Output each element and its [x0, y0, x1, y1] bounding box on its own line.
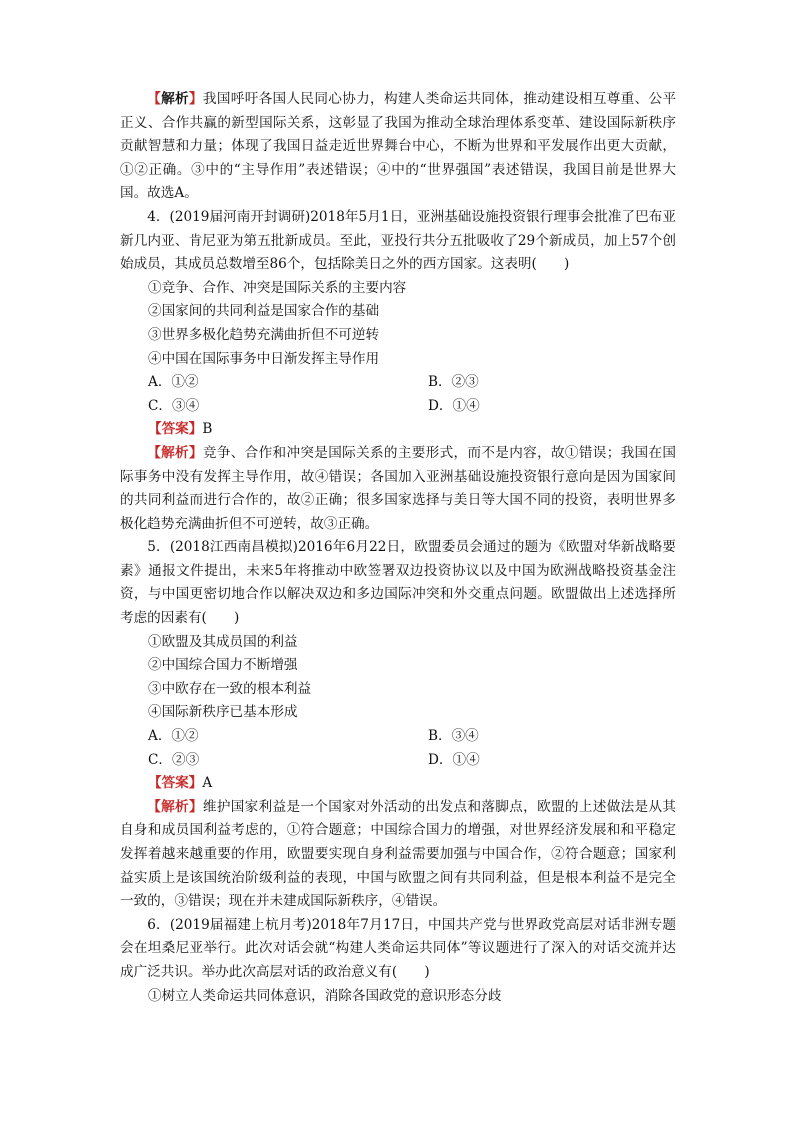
q5-option-c: C．②③: [148, 751, 200, 768]
q4-answer: [148, 418, 676, 442]
q3-analysis-text: 我国呼吁各国人民同心协力，构建人类命运共同体，推动建设相互尊重、公平正义、合作共赢的新型国际关系，这彰显了我国为推动全球治理体系变革、建设国际新秩序贡献智慧和力量；体现了我国日益走近世界舞台中心，不断为世界和平发展作出更大贡献，①②正确。③中的“主导作用”表述错误；④中的“世界强国”表述错误，我国目前是世界大国。故选A。: [120, 91, 677, 202]
q6-stem: 6．(2019届福建上杭月考)2018年7月17日，中国共产党与世界政党高层对话非洲专题会在坦桑尼亚举行。此次对话会就“构建人类命运共同体”等议题进行了深入的对话交流并达成广泛共识。举办此次高层对话的政治意义有( ): [120, 916, 676, 980]
q4-option-c: C．③④: [148, 397, 200, 414]
q5-analysis-text: 维护国家利益是一个国家对外活动的出发点和落脚点，欧盟的上述做法是从其自身和成员国利益考虑的，①符合题意；中国综合国力的增强，对世界经济发展和和平稳定发挥着越来越重要的作用，欧盟要实现自身利益需要加强与中国合作，②符合题意；国家利益实质上是该国统治阶级利益的表现，中国与欧盟之间有共同利益，但是根本利益不是完全一致的，③错误；现在并未建成国际新秩序，④错误。: [120, 798, 677, 910]
analysis-label-close: 】: [188, 91, 203, 107]
q4-statement-2: ②国家间的共同利益是国家合作的基础: [148, 303, 380, 320]
q4-options-row-1: [120, 371, 676, 395]
q3-analysis: [120, 88, 676, 206]
q5-option-a: A．①②: [148, 728, 199, 745]
q5-options-row-1: [120, 725, 676, 749]
q4-options-row-2: [120, 395, 676, 419]
q4-stem: 4．(2019届河南开封调研)2018年5月1日，亚洲基础设施投资银行理事会批准了巴布亚新几内亚、肯尼亚为第五批新成员。至此，亚投行共分五批吸收了29个新成员，加上57个创始成员，其成员总数增至86个，包括除美日之外的西方国家。这表明( ): [120, 208, 676, 273]
q4-analysis: [120, 442, 676, 536]
q5-options-row-2: [120, 749, 676, 773]
document-page: [120, 88, 676, 1008]
q4-analysis-label: 【解析】: [147, 444, 203, 461]
q5-answer: [148, 772, 676, 796]
q5-statement-3: ③中欧存在一致的根本利益: [148, 680, 312, 697]
q5-option-b: B．③④: [428, 728, 479, 745]
q5-analysis-label: 【解析】: [147, 798, 203, 815]
q5-stem: 5．(2018江西南昌模拟)2016年6月22日，欧盟委员会通过的题为《欧盟对华新战略要素》通报文件提出，未来5年将推动中欧签署双边投资协议以及中国为欧洲战略投资基金注资，与中国更密切地合作以解决双边和多边国际冲突和外交重点问题。欧盟做出上述选择所考虑的因素有( ): [120, 539, 676, 627]
q4-option-b: B．②③: [428, 374, 479, 391]
q6-statement-1: ①树立人类命运共同体意识，消除各国政党的意识形态分歧: [148, 987, 502, 1004]
q5-statement-4: ④国际新秩序已基本形成: [148, 704, 298, 721]
q4-analysis-text: 竞争、合作和冲突是国际关系的主要形式，而不是内容，故①错误；我国在国际事务中没有发挥主导作用，故④错误；各国加入亚洲基础设施投资银行意向是因为国家间的共同利益而进行合作的，故②正确；很多国家选择与美日等大国不同的投资，表明世界多极化趋势充满曲折但不可逆转，故③正确。: [120, 444, 677, 532]
q5-answer-label: 【答案】: [148, 775, 203, 792]
q5-answer-value: A: [202, 775, 213, 792]
q4-answer-label: 【答案】: [148, 421, 203, 438]
q4-option-d: D．①④: [428, 397, 480, 414]
q4-option-a: A．①②: [148, 374, 199, 391]
q4-answer-value: B: [202, 421, 213, 438]
q5-analysis: [120, 796, 676, 914]
analysis-label-word: 解析: [161, 91, 189, 107]
q5-option-d: D．①④: [428, 751, 480, 768]
q5-statement-1: ①欧盟及其成员国的利益: [148, 633, 298, 650]
analysis-label-open: 【: [147, 91, 162, 107]
q4-statement-4: ④中国在国际事务中日渐发挥主导作用: [148, 350, 380, 367]
q4-statement-1: ①竞争、合作、冲突是国际关系的主要内容: [148, 279, 407, 296]
q5-statement-2: ②中国综合国力不断增强: [148, 657, 298, 674]
q4-statement-3: ③世界多极化趋势充满曲折但不可逆转: [148, 326, 380, 343]
